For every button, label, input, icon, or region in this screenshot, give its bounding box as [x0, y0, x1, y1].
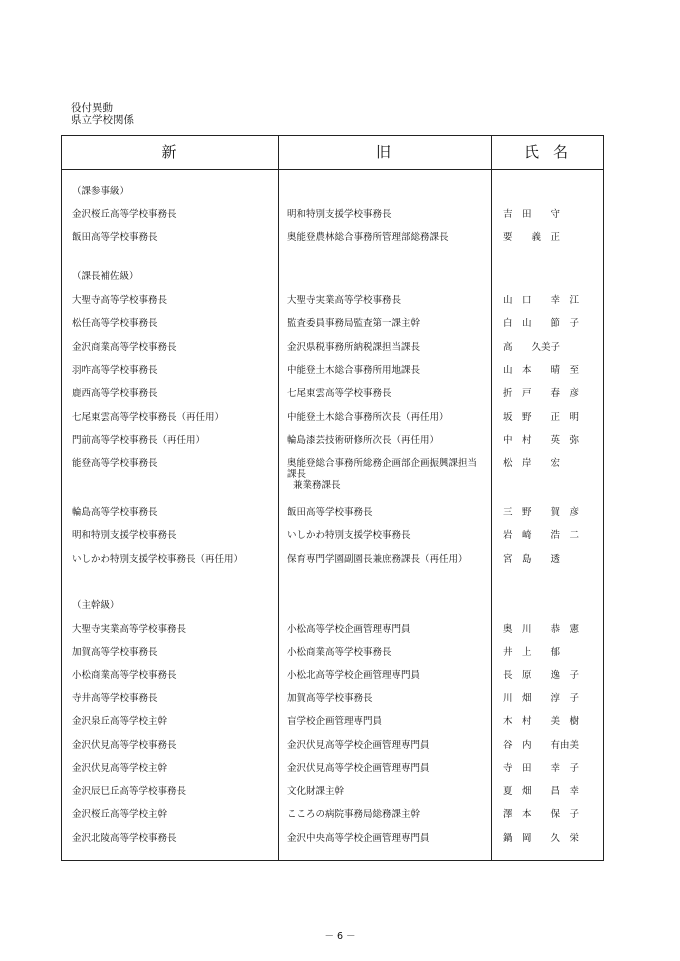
grade-label: （課長補佐級） [72, 271, 139, 282]
old-position-line: 盲学校企画管理専門員 [287, 716, 383, 727]
new-position: 輪島高等学校事務長 [72, 507, 158, 518]
old-position [287, 554, 468, 565]
old-position [287, 318, 420, 329]
old-position [287, 786, 344, 797]
old-position [287, 458, 492, 491]
person-name: 澤 本 保 子 [503, 809, 580, 820]
old-position-line: 輪島漆芸技術研修所次長（再任用） [287, 435, 440, 446]
old-position [287, 647, 392, 658]
new-position: 大聖寺実業高等学校事務長 [72, 624, 187, 635]
old-position-line: 兼業務課長 [293, 480, 341, 491]
person-name: 中 村 英 弥 [503, 435, 580, 446]
old-position [287, 740, 430, 751]
person-name: 吉 田 守 [503, 209, 561, 220]
new-position: 門前高等学校事務長（再任用） [72, 435, 206, 446]
person-name: 夏 畑 昌 幸 [503, 786, 580, 797]
person-name: 高 久美子 [503, 342, 561, 353]
person-name: 谷 内 有由美 [503, 740, 580, 751]
old-position [287, 209, 392, 220]
column-header-old: 旧 [375, 143, 393, 161]
old-position [287, 435, 439, 446]
person-name: 山 口 幸 江 [503, 295, 580, 306]
old-position-line: 飯田高等学校事務長 [287, 507, 373, 518]
old-position-line: 明和特別支援学校事務長 [287, 209, 392, 220]
new-position: 金沢伏見高等学校主幹 [72, 763, 168, 774]
person-name: 三 野 賀 彦 [503, 507, 580, 518]
document-subtitle: 県立学校関係 [71, 114, 134, 126]
new-position: 七尾東雲高等学校事務長（再任用） [72, 412, 225, 423]
person-name: 岩 崎 浩 二 [503, 530, 580, 541]
new-position: 松任高等学校事務長 [72, 318, 158, 329]
person-name: 奥 川 恭 憲 [503, 624, 580, 635]
old-position-line: 奥能登農林総合事務所管理部総務課長 [287, 232, 449, 243]
grade-label: （課参事級） [72, 186, 130, 197]
old-position-line: 中能登土木総合事務所次長（再任用） [287, 412, 449, 423]
new-position: 金沢泉丘高等学校主幹 [72, 716, 168, 727]
old-position [287, 412, 449, 423]
new-position: 羽咋高等学校事務長 [72, 365, 158, 376]
old-position-line: 監査委員事務局監査第一課主幹 [287, 318, 421, 329]
old-position [287, 365, 420, 376]
new-position: 金沢伏見高等学校事務長 [72, 740, 177, 751]
old-position [287, 342, 420, 353]
new-position: 加賀高等学校事務長 [72, 647, 158, 658]
new-position: 金沢桜丘高等学校主幹 [72, 809, 168, 820]
new-position: 能登高等学校事務長 [72, 458, 158, 469]
old-position-line: 小松高等学校企画管理専門員 [287, 624, 411, 635]
old-position [287, 388, 392, 399]
new-position: 小松商業高等学校事務長 [72, 670, 177, 681]
person-name: 宮 島 透 [503, 554, 561, 565]
old-position [287, 295, 401, 306]
new-position: 鹿西高等学校事務長 [72, 388, 158, 399]
old-position-line: 小松北高等学校企画管理専門員 [287, 670, 421, 681]
old-position [287, 693, 373, 704]
old-position [287, 809, 420, 820]
old-position-line: 保育専門学園副園長兼庶務課長（再任用） [287, 554, 468, 565]
new-position: 飯田高等学校事務長 [72, 232, 158, 243]
person-name: 鍋 岡 久 栄 [503, 833, 580, 844]
old-position-line: 七尾東雲高等学校事務長 [287, 388, 392, 399]
person-name: 折 戸 春 彦 [503, 388, 580, 399]
grade-label: （主幹級） [72, 600, 120, 611]
old-position [287, 624, 411, 635]
column-divider-1 [278, 136, 279, 860]
person-name: 長 原 逸 子 [503, 670, 580, 681]
new-position: 明和特別支援学校事務長 [72, 530, 177, 541]
column-header-new: 新 [161, 143, 179, 161]
old-position [287, 507, 373, 518]
page-number: － 6 － [324, 931, 356, 942]
old-position [287, 763, 430, 774]
new-position: 金沢辰巳丘高等学校事務長 [72, 786, 187, 797]
old-position-line: 金沢伏見高等学校企画管理専門員 [287, 740, 430, 751]
new-position: 金沢北陵高等学校事務長 [72, 833, 177, 844]
person-name: 山 本 晴 至 [503, 365, 580, 376]
person-name: 松 岸 宏 [503, 458, 561, 469]
person-name: 白 山 節 子 [503, 318, 580, 329]
personnel-table [61, 135, 604, 861]
person-name: 川 畑 淳 子 [503, 693, 580, 704]
new-position: 寺井高等学校事務長 [72, 693, 158, 704]
old-position-line: こころの病院事務局総務課主幹 [287, 809, 421, 820]
new-position: 金沢商業高等学校事務長 [72, 342, 177, 353]
person-name: 寺 田 幸 子 [503, 763, 580, 774]
old-position-line: 金沢県税事務所納税課担当課長 [287, 342, 421, 353]
old-position [287, 833, 430, 844]
old-position-line: 文化財課主幹 [287, 786, 345, 797]
old-position-line: 奥能登総合事務所総務企画部企画振興課担当 [287, 458, 478, 469]
old-position-line: いしかわ特別支援学校事務長 [287, 530, 411, 541]
column-divider-2 [491, 136, 492, 860]
old-position-line: 金沢中央高等学校企画管理専門員 [287, 833, 430, 844]
column-header-name: 氏名 [523, 143, 582, 161]
header-divider [62, 169, 603, 170]
old-position-line: 金沢伏見高等学校企画管理専門員 [287, 763, 430, 774]
old-position [287, 232, 449, 243]
old-position-line: 課長 [287, 469, 307, 480]
old-position [287, 530, 411, 541]
new-position: 金沢桜丘高等学校事務長 [72, 209, 177, 220]
person-name: 要 義 正 [503, 232, 561, 243]
old-position [287, 716, 382, 727]
old-position-line: 加賀高等学校事務長 [287, 693, 373, 704]
person-name: 坂 野 正 明 [503, 412, 580, 423]
new-position: 大聖寺高等学校事務長 [72, 295, 168, 306]
old-position-line: 大聖寺実業高等学校事務長 [287, 295, 402, 306]
old-position-line: 中能登土木総合事務所用地課長 [287, 365, 421, 376]
person-name: 井 上 郁 [503, 647, 561, 658]
old-position [287, 670, 420, 681]
old-position-line: 小松商業高等学校事務長 [287, 647, 392, 658]
document-title: 役付異動 [71, 102, 113, 114]
person-name: 木 村 美 樹 [503, 716, 580, 727]
new-position: いしかわ特別支援学校事務長（再任用） [72, 554, 244, 565]
